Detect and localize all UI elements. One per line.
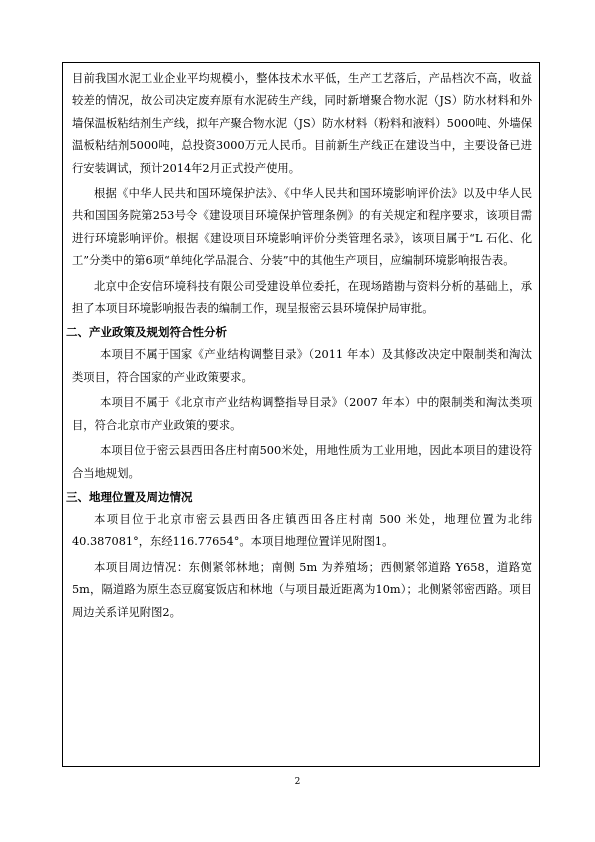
paragraph-beijing-policy: 本项目不属于《北京市产业结构调整指导目录》（2007 年本）中的限制类和淘汰类项目，符合北京市产业政策的要求。	[72, 396, 532, 432]
page-number: 2	[294, 777, 301, 787]
section-heading-industry-policy: 二、产业政策及规划符合性分析	[66, 325, 227, 340]
paragraph-legal-basis: 根据《中华人民共和国环境保护法》、《中华人民共和国环境影响评价法》以及中华人民共和国国务院第253号令《建设项目环境保护管理条例》的有关规定和程序要求，该项目需进行环境影响评价。根据《建设项目环境影响评价分类管理名录》，该项目属于“L 石化、化工”分类中的第6项“单纯化学品混合、分装”中的其他生产项目，应编制环境影响报告表。	[72, 187, 532, 268]
document-body	[66, 68, 532, 624]
section-heading-location: 三、地理位置及周边情况	[66, 489, 193, 504]
paragraph-location: 本项目位于北京市密云县西田各庄镇西田各庄村南 500 米处，地理位置为北纬40.387081°，东经116.77654°。本项目地理位置详见附图1。	[72, 512, 532, 549]
paragraph-surroundings: 本项目周边情况：东侧紧邻林地；南侧 5m 为养殖场；西侧紧邻道路 Y658，道路宽5m，隔道路为原生态豆腐宴饭店和林地（与项目最近距离为10m）；北侧紧邻密西路。项目周边关系详见附图2。	[72, 560, 532, 619]
paragraph-national-policy: 本项目不属于国家《产业结构调整目录》（2011 年本）及其修改决定中限制类和淘汰类项目，符合国家的产业政策要求。	[72, 348, 532, 384]
paragraph-commission: 北京中企安信环境科技有限公司受建设单位委托，在现场踏勘与资料分析的基础上，承担了本项目环境影响报告表的编制工作，现呈报密云县环境保护局审批。	[72, 279, 532, 316]
paragraph-land-use: 本项目位于密云县西田各庄村南500米处，用地性质为工业用地，因此本项目的建设符合当地规划。	[72, 444, 532, 480]
paragraph-background: 目前我国水泥工业企业平均规模小，整体技术水平低，生产工艺落后，产品档次不高，收益较差的情况，故公司决定废弃原有水泥砖生产线，同时新增聚合物水泥（JS）防水材料和外墙保温板粘结剂生产线，拟年产聚合物水泥（JS）防水材料（粉料和液料）5000吨、外墙保温板粘结剂5000吨，总投资3000万元人民币。目前新生产线正在建设当中，主要设备已进行安装调试，预计2014年2月正式投产使用。	[72, 72, 532, 175]
